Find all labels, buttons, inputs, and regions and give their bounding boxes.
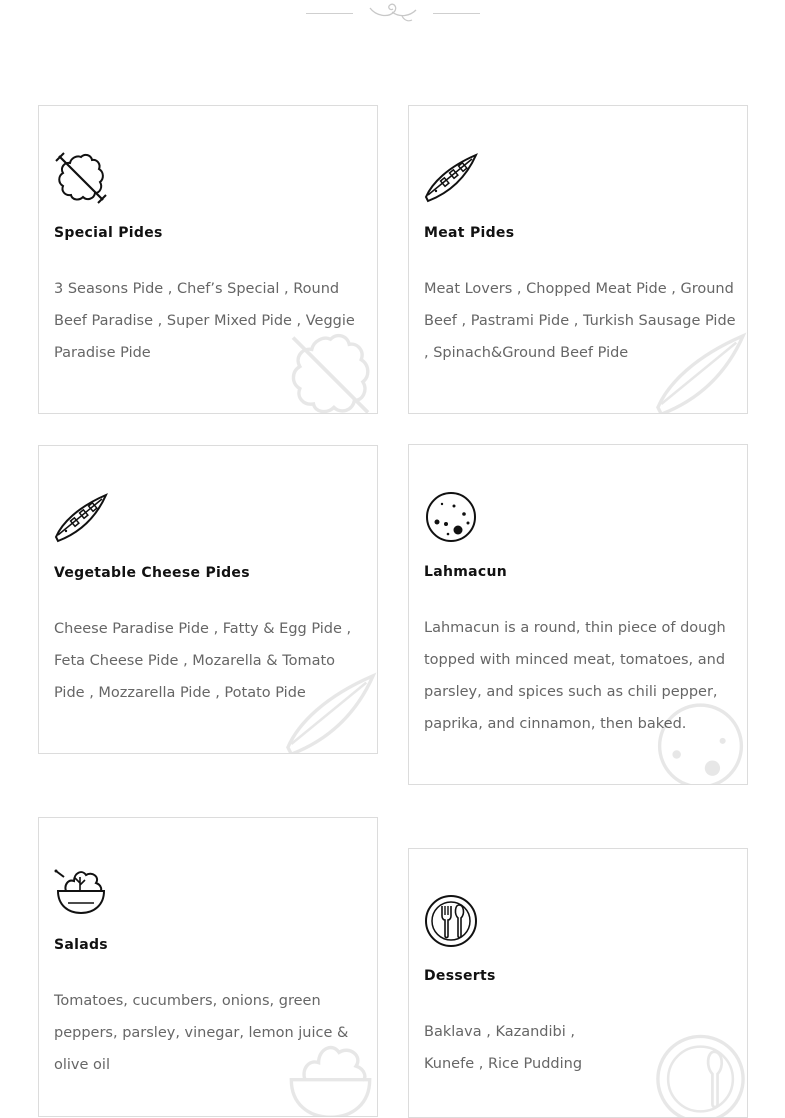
salad-bowl-watermark-icon: [278, 1032, 378, 1117]
salad-bowl-icon: [54, 863, 108, 917]
menu-card-meat-pides[interactable]: [408, 105, 748, 414]
card-description: Cheese Paradise Pide , Fatty & Egg Pide , Feta Cheese Pide , Mozarella & Tomato Pide , Mozzarella Pide , Potato Pide: [54, 621, 352, 701]
card-title: Salads: [54, 937, 108, 953]
divider-line-right: [433, 13, 480, 14]
menu-card-special-pides[interactable]: [38, 105, 378, 414]
section-divider: [0, 0, 785, 30]
menu-card-desserts[interactable]: [408, 848, 748, 1118]
card-description: Meat Lovers , Chopped Meat Pide , Ground Beef , Pastrami Pide , Turkish Sausage Pide , Spinach&Ground Beef Pide: [424, 281, 736, 361]
ornament-icon: [366, 0, 418, 24]
card-description: Baklava , Kazandibi , Kunefe , Rice Pudding: [424, 1024, 583, 1072]
menu-card-vegetable-cheese-pides[interactable]: [38, 445, 378, 754]
menu-card-salads[interactable]: [38, 817, 378, 1117]
card-description: Lahmacun is a round, thin piece of dough topped with minced meat, tomatoes, and parsley, and spices such as chili pepper, paprika, and cinnamon, then baked.: [424, 620, 726, 732]
rolling-pin-dough-watermark-icon: [278, 329, 378, 414]
card-title: Lahmacun: [424, 564, 508, 580]
pide-watermark-icon: [278, 669, 378, 754]
lahmacun-icon: [424, 490, 478, 544]
plate-cutlery-icon: [424, 894, 478, 948]
card-title: Desserts: [424, 968, 496, 984]
divider-line-left: [306, 13, 353, 14]
pide-icon: [54, 491, 108, 545]
rolling-pin-dough-icon: [54, 151, 108, 205]
menu-card-lahmacun[interactable]: [408, 444, 748, 785]
card-description: Tomatoes, cucumbers, onions, green peppers, parsley, vinegar, lemon juice & olive oil: [54, 993, 349, 1073]
pide-icon: [424, 151, 478, 205]
card-title: Special Pides: [54, 225, 163, 241]
plate-cutlery-watermark-icon: [648, 1033, 748, 1118]
card-title: Meat Pides: [424, 225, 515, 241]
card-title: Vegetable Cheese Pides: [54, 565, 250, 581]
card-description: 3 Seasons Pide , Chef’s Special , Round Beef Paradise , Super Mixed Pide , Veggie Paradise Pide: [54, 281, 355, 361]
lahmacun-watermark-icon: [648, 700, 748, 785]
pide-watermark-icon: [648, 329, 748, 414]
